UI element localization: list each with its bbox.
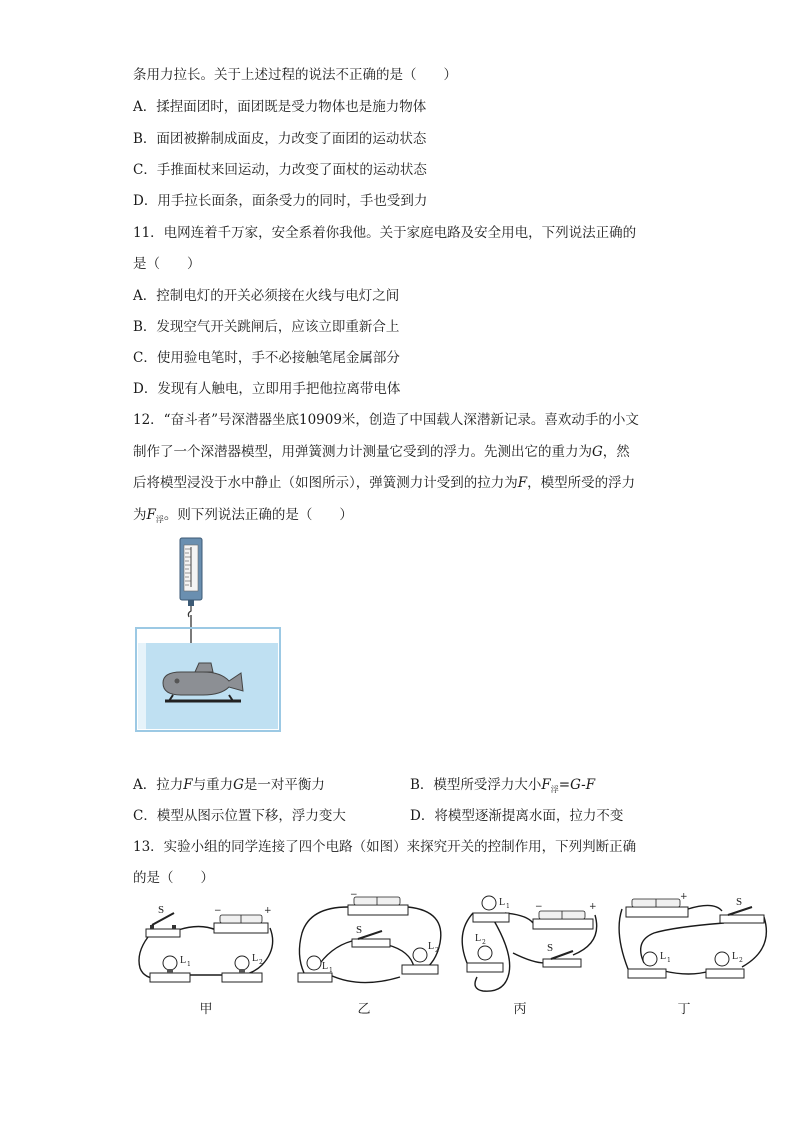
q10-stem: 条用力拉长。关于上述过程的说法不正确的是（ ） xyxy=(133,67,457,83)
battery-box xyxy=(626,893,688,917)
svg-text:−: − xyxy=(214,906,222,916)
svg-text:2: 2 xyxy=(739,957,743,964)
lamp-l2 xyxy=(706,951,744,978)
spring-scale xyxy=(180,538,202,617)
caption-bing: 丙 xyxy=(513,1002,527,1017)
q10-option-d: D．用手拉长面条，面条受力的同时，手也受到力 xyxy=(133,193,428,209)
battery-box xyxy=(348,893,408,915)
svg-text:L: L xyxy=(660,951,667,962)
lamp-l1 xyxy=(150,955,191,982)
svg-text:−: − xyxy=(350,893,358,900)
q10-option-a: A．揉捏面团时，面团既是受力物体也是施力物体 xyxy=(133,99,427,115)
q12-option-a: A．拉力F与重力G是一对平衡力 xyxy=(133,777,325,793)
lamp-l1 xyxy=(298,956,333,982)
svg-text:L: L xyxy=(322,961,329,972)
q12-stem-line4: 为$F_浮$。则下列说法正确的是（ ） xyxy=(133,507,353,524)
svg-text:L: L xyxy=(732,951,739,962)
svg-text:L: L xyxy=(475,933,482,944)
q12-stem-line1: 12．“奋斗者”号深潜器坐底10909米，创造了中国载人深潜新记录。喜欢动手的小文 xyxy=(133,412,639,428)
lamp-l1 xyxy=(628,951,671,978)
circuit-bing xyxy=(453,893,603,998)
caption-ding: 丁 xyxy=(677,1002,691,1017)
svg-text:S: S xyxy=(158,904,165,916)
switch-s xyxy=(352,924,390,947)
switch-s xyxy=(720,896,764,923)
lamp-l2 xyxy=(467,933,503,972)
svg-text:1: 1 xyxy=(329,967,333,974)
svg-text:1: 1 xyxy=(187,961,191,968)
svg-text:L: L xyxy=(428,941,435,952)
q11-option-b: B．发现空气开关跳闸后，应该立即重新合上 xyxy=(133,319,400,335)
q13-stem-line1: 13．实验小组的同学连接了四个电路（如图）来探究开关的控制作用，下列判断正确 xyxy=(133,839,637,855)
caption-jia: 甲 xyxy=(199,1002,213,1017)
q12-stem-line3: 后将模型浸没于水中静止（如图所示），弹簧测力计受到的拉力为F，模型所受的浮力 xyxy=(133,475,636,491)
switch-s xyxy=(146,904,180,937)
q12-stem-line2: 制作了一个深潜器模型，用弹簧测力计测量它受到的浮力。先测出它的重力为G，然 xyxy=(133,444,630,460)
battery-box xyxy=(533,902,597,929)
svg-text:L: L xyxy=(180,955,187,966)
svg-text:1: 1 xyxy=(667,957,671,964)
svg-text:+: + xyxy=(264,906,272,916)
q11-stem-line2: 是（ ） xyxy=(133,256,201,272)
circuit-yi xyxy=(290,893,450,993)
q12-option-b: B．模型所受浮力大小$F_浮=G-F$ xyxy=(410,777,596,794)
svg-text:S: S xyxy=(736,896,743,908)
svg-text:S: S xyxy=(356,924,363,936)
svg-text:+: + xyxy=(680,893,688,902)
q10-option-c: C．手推面杖来回运动，力改变了面杖的运动状态 xyxy=(133,162,427,178)
battery-box xyxy=(214,906,272,933)
q11-option-c: C．使用验电笔时，手不必接触笔尾金属部分 xyxy=(133,350,400,366)
spring-scale-submarine-figure xyxy=(133,535,283,735)
circuit-jia xyxy=(130,893,280,993)
q12-option-c: C．模型从图示位置下移，浮力变大 xyxy=(133,808,346,824)
caption-yi: 乙 xyxy=(357,1002,371,1017)
svg-text:2: 2 xyxy=(482,939,486,946)
q10-option-b: B．面团被擀制成面皮，力改变了面团的运动状态 xyxy=(133,131,427,147)
svg-text:S: S xyxy=(547,942,554,954)
circuit-ding xyxy=(614,893,776,993)
svg-text:L: L xyxy=(499,897,506,908)
q12-option-d: D．将模型逐渐提离水面，拉力不变 xyxy=(410,808,624,824)
svg-text:L: L xyxy=(252,953,259,964)
svg-text:1: 1 xyxy=(506,903,510,910)
lamp-l2 xyxy=(402,941,439,974)
q11-option-a: A．控制电灯的开关必须接在火线与电灯之间 xyxy=(133,288,400,304)
svg-text:−: − xyxy=(535,902,543,912)
svg-text:+: + xyxy=(589,902,597,912)
lamp-l1 xyxy=(473,896,510,922)
q11-stem-line1: 11．电网连着千万家，安全系着你我他。关于家庭电路及安全用电，下列说法正确的 xyxy=(133,225,637,241)
lamp-l2 xyxy=(222,953,263,982)
q13-stem-line2: 的是（ ） xyxy=(133,870,214,886)
svg-text:2: 2 xyxy=(259,959,263,966)
q11-option-d: D．发现有人触电，立即用手把他拉离带电体 xyxy=(133,381,401,397)
svg-text:2: 2 xyxy=(435,947,439,954)
